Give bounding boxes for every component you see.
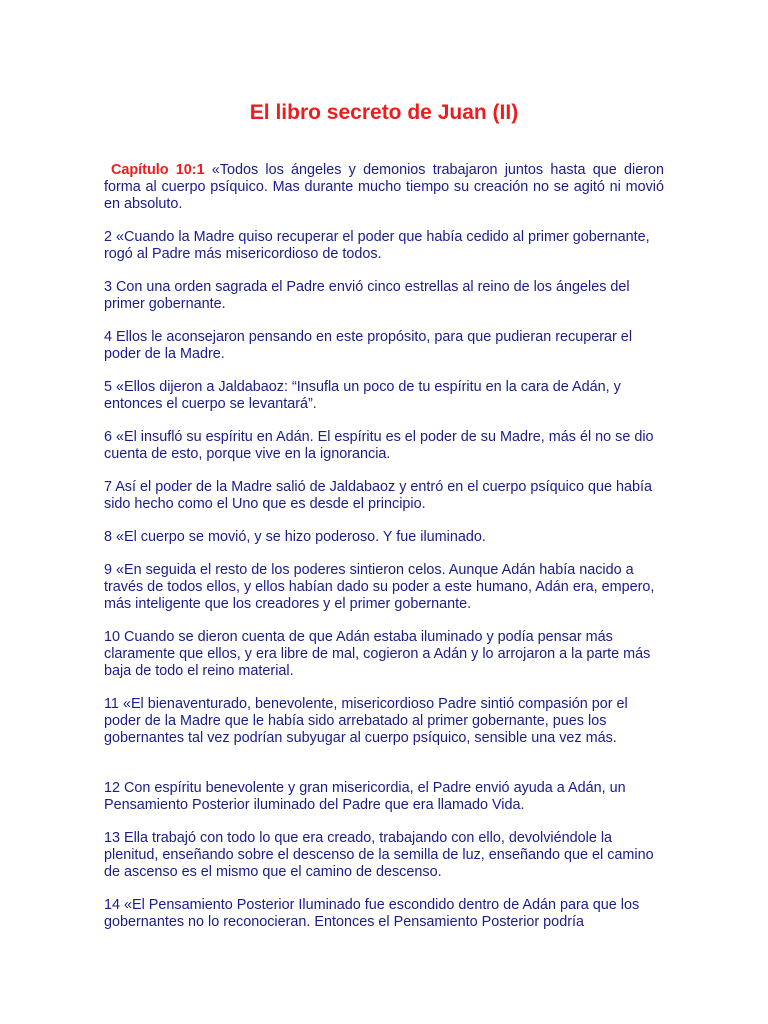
- paragraph-14: 14 «El Pensamiento Posterior Iluminado fue escondido dentro de Adán para que los gobernantes no lo reconocieran. Entonces el Pensamiento Posterior podría: [104, 897, 640, 930]
- paragraph-5: 5 «Ellos dijeron a Jaldabaoz: “Insufla un poco de tu espíritu en la cara de Adán, y entonces el cuerpo se levantará”.: [104, 379, 621, 412]
- paragraph-4: 4 Ellos le aconsejaron pensando en este propósito, para que pudieran recuperar el poder de la Madre.: [104, 329, 633, 362]
- paragraph-8: 8 «El cuerpo se movió, y se hizo poderoso. Y fue iluminado.: [104, 529, 486, 545]
- document-body: [104, 162, 664, 947]
- paragraph-7: 7 Así el poder de la Madre salió de Jaldabaoz y entró en el cuerpo psíquico que había sido hecho como el Uno que es desde el principio.: [104, 479, 653, 512]
- paragraph-1-text: «Todos los ángeles y demonios trabajaron juntos hasta que dieron forma al cuerpo psíquico. Mas durante mucho tiempo su creación no se agitó ni movió en absoluto.: [104, 162, 664, 212]
- paragraph-13: 13 Ella trabajó con todo lo que era creado, trabajando con ello, devolviéndole la plenitud, enseñando sobre el descenso de la semilla de luz, enseñando que el camino de ascenso es el mismo que el camino de descenso.: [104, 830, 654, 880]
- paragraph-6: 6 «El insufló su espíritu en Adán. El espíritu es el poder de su Madre, más él no se dio cuenta de esto, porque vive en la ignorancia.: [104, 429, 654, 462]
- paragraph-1: [104, 162, 664, 213]
- paragraph-9: 9 «En seguida el resto de los poderes sintieron celos. Aunque Adán había nacido a través de todos ellos, y ellos habían dado su poder a este humano, Adán era, empero, más inteligente que los creadores y el primer gobernante.: [104, 562, 655, 612]
- paragraph-11: 11 «El bienaventurado, benevolente, misericordioso Padre sintió compasión por el poder de la Madre que le había sido arrebatado al primer gobernante, pues los gobernantes tal vez podrían subyugar al cuerpo psíquico, sensible una vez más.: [104, 696, 628, 746]
- paragraph-12: 12 Con espíritu benevolente y gran misericordia, el Padre envió ayuda a Adán, un Pensamiento Posterior iluminado del Padre que era llamado Vida.: [104, 780, 626, 813]
- paragraph-3: 3 Con una orden sagrada el Padre envió cinco estrellas al reino de los ángeles del primer gobernante.: [104, 279, 630, 312]
- chapter-label: Capítulo 10:1: [111, 162, 205, 178]
- paragraph-10: 10 Cuando se dieron cuenta de que Adán estaba iluminado y podía pensar más claramente que ellos, y era libre de mal, cogieron a Adán y lo arrojaron a la parte más baja de todo el reino material.: [104, 629, 651, 679]
- paragraph-2: 2 «Cuando la Madre quiso recuperar el poder que había cedido al primer gobernante, rogó al Padre más misericordioso de todos.: [104, 229, 650, 262]
- document-title: El libro secreto de Juan (II): [249, 101, 519, 125]
